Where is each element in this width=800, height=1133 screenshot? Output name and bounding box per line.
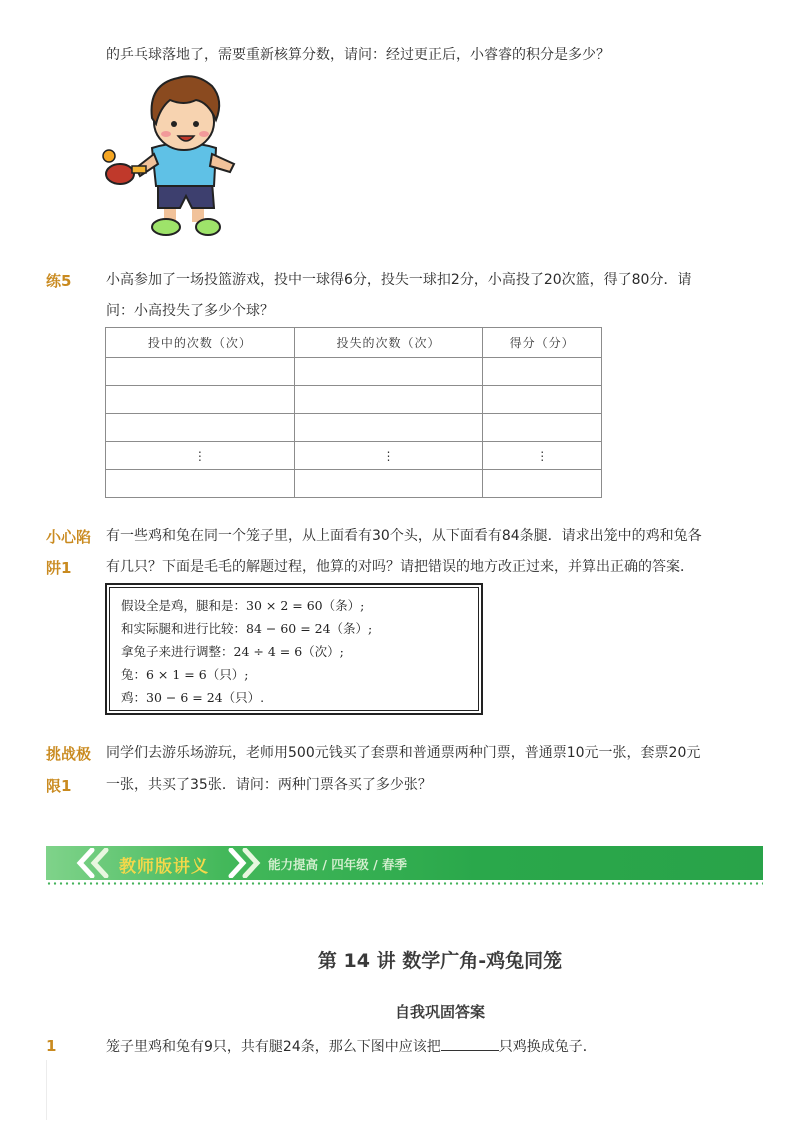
double-chevron-right-icon	[221, 848, 265, 878]
table-cell[interactable]	[483, 414, 602, 442]
table-header: 得分（分）	[483, 328, 602, 358]
challenge-label-line1: 挑战极	[46, 745, 92, 763]
margin-line	[46, 1060, 47, 1120]
solution-line: 假设全是鸡，腿和是：30 × 2 = 60（条）;	[121, 598, 365, 613]
table-header: 投失的次数（次）	[294, 328, 483, 358]
boy-playing-ping-pong-icon	[100, 70, 240, 240]
previous-question-text: 的乒乓球落地了，需要重新核算分数，请问：经过更正后，小睿睿的积分是多少？	[106, 47, 610, 63]
exercise-text-line1: 小高参加了一场投篮游戏，投中一球得6分，投失一球扣2分，小高投了20次篮，得了80分．请	[106, 272, 692, 288]
question-text-after: 只鸡换成兔子．	[498, 1039, 597, 1055]
dotted-divider	[46, 882, 763, 885]
challenge-text-line1: 同学们去游乐场游玩，老师用500元钱买了套票和普通票两种门票，普通票10元一张，套票20元	[106, 745, 701, 761]
exercise-text-line2: 问：小高投失了多少个球？	[106, 303, 274, 319]
table-cell: ⋮	[106, 442, 295, 470]
solution-box	[105, 583, 483, 715]
table-row	[106, 470, 602, 498]
question-text	[106, 1036, 597, 1057]
table-cell[interactable]	[483, 358, 602, 386]
table-cell[interactable]	[106, 386, 295, 414]
lecture-title: 第 14 讲 数学广角-鸡兔同笼	[317, 950, 563, 972]
challenge-label-line2: 限1	[46, 777, 72, 795]
answer-blank[interactable]	[441, 1036, 499, 1051]
table-cell[interactable]	[294, 386, 483, 414]
teacher-edition-banner	[46, 846, 763, 880]
table-cell[interactable]	[483, 386, 602, 414]
question-text-before: 笼子里鸡和兔有9只，共有腿24条，那么下图中应该把	[106, 1039, 441, 1055]
trap-label-line2: 阱1	[46, 559, 72, 577]
answer-table	[105, 327, 602, 498]
solution-line: 拿兔子来进行调整：24 ÷ 4 = 6（次）;	[121, 644, 344, 659]
trap-label-line1: 小心陷	[46, 528, 92, 546]
table-header-row	[106, 328, 602, 358]
table-row	[106, 386, 602, 414]
table-cell[interactable]	[106, 414, 295, 442]
challenge-text-line2: 一张，共买了35张．请问：两种门票各买了多少张？	[106, 777, 432, 793]
solution-line: 兔：6 × 1 = 6（只）;	[121, 667, 249, 682]
solution-line: 和实际腿和进行比较：84 − 60 = 24（条）;	[121, 621, 373, 636]
banner-subtitle: 能力提高 / 四年级 / 春季	[268, 857, 408, 872]
table-cell: ⋮	[294, 442, 483, 470]
table-cell[interactable]	[294, 470, 483, 498]
trap-text-line1: 有一些鸡和兔在同一个笼子里，从上面看有30个头，从下面看有84条腿．请求出笼中的鸡和兔各	[106, 528, 702, 544]
table-row	[106, 442, 602, 470]
question-number: 1	[46, 1037, 57, 1055]
table-cell: ⋮	[483, 442, 602, 470]
trap-text-line2: 有几只？下面是毛毛的解题过程，他算的对吗？请把错误的地方改正过来，并算出正确的答案．	[106, 559, 694, 575]
double-chevron-left-icon	[72, 848, 116, 878]
table-cell[interactable]	[106, 470, 295, 498]
table-header: 投中的次数（次）	[106, 328, 295, 358]
banner-title: 教师版讲义	[119, 857, 209, 877]
exercise-label: 练5	[46, 272, 72, 290]
table-row	[106, 358, 602, 386]
table-cell[interactable]	[294, 358, 483, 386]
table-cell[interactable]	[294, 414, 483, 442]
section-title: 自我巩固答案	[394, 1003, 485, 1021]
table-cell[interactable]	[106, 358, 295, 386]
table-cell[interactable]	[483, 470, 602, 498]
solution-line: 鸡：30 − 6 = 24（只）.	[121, 690, 265, 705]
table-row	[106, 414, 602, 442]
